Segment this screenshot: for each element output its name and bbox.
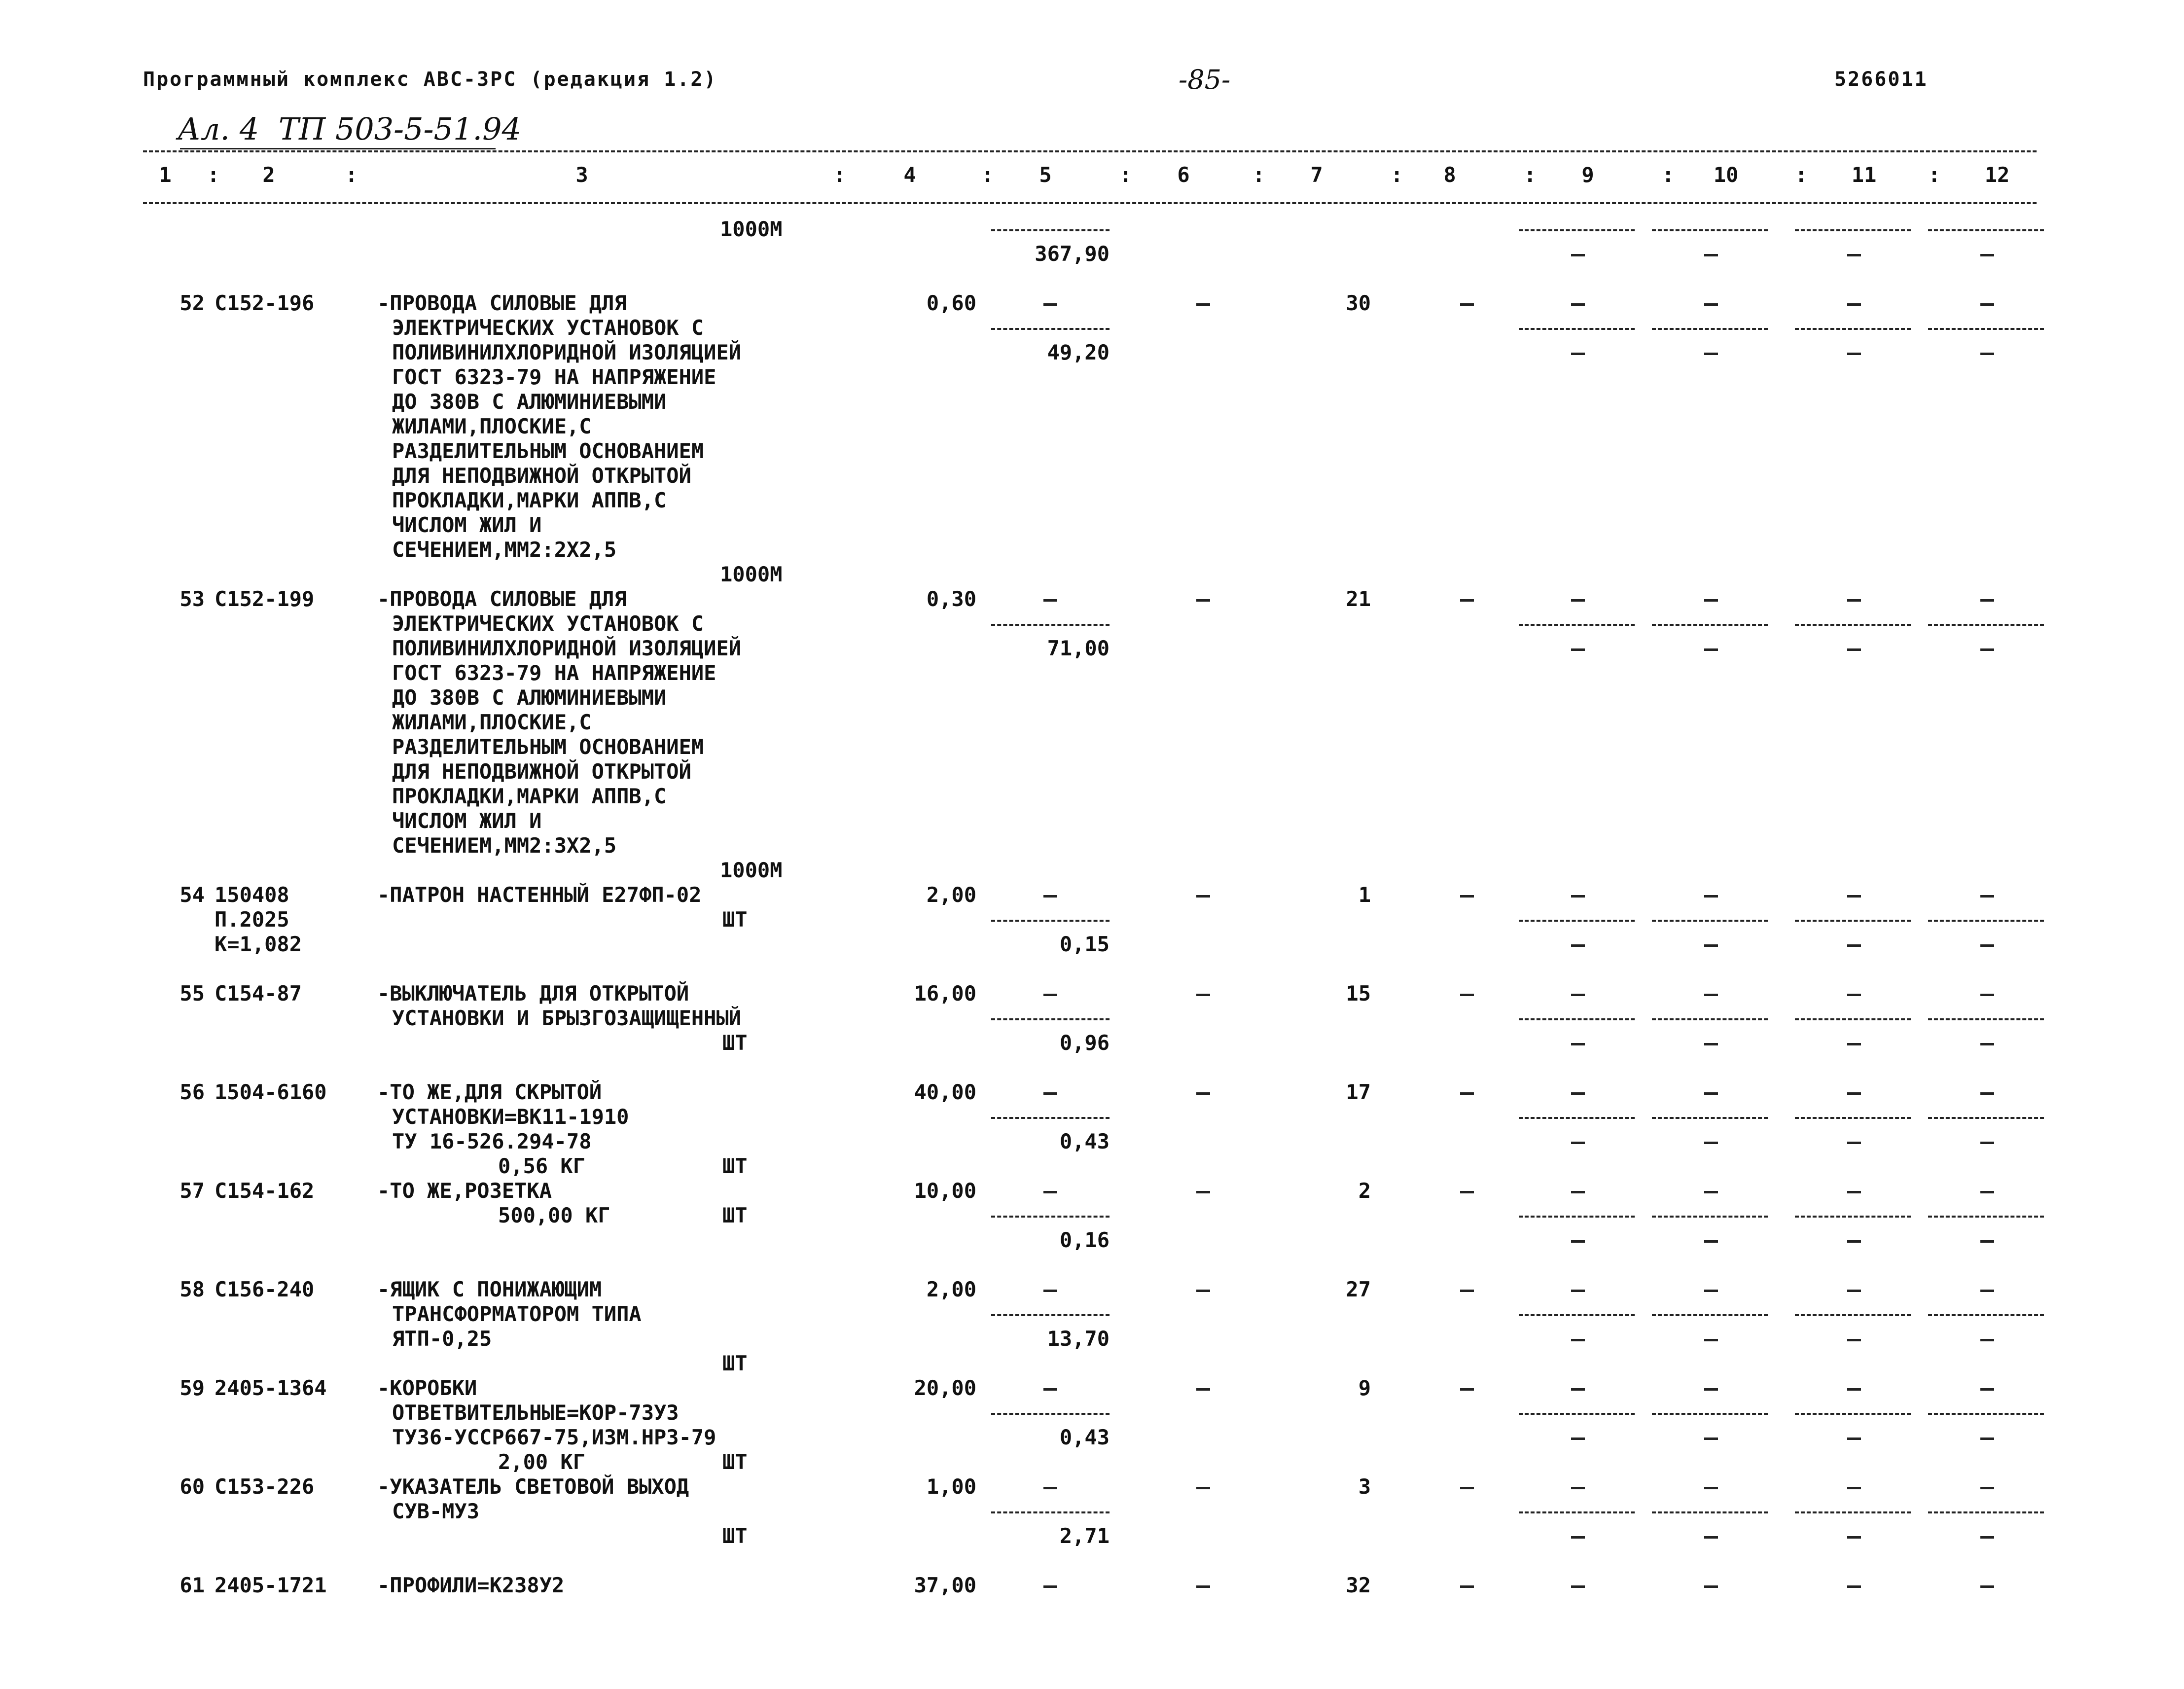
empty-cell-mark	[1847, 1388, 1861, 1391]
empty-cell-mark	[1571, 944, 1585, 947]
quantity-value: 0,60	[926, 291, 976, 315]
item-description: ЯТП-0,25	[392, 1327, 492, 1351]
column-header-3: 3	[575, 163, 588, 187]
fraction-divider	[1928, 1511, 2044, 1513]
empty-cell-mark	[1847, 994, 1861, 996]
item-description: -КОРОБКИ	[377, 1376, 477, 1400]
empty-cell-mark	[1847, 1339, 1861, 1341]
empty-cell-mark	[1571, 1585, 1585, 1588]
price-value: 0,43	[1059, 1425, 1110, 1449]
item-description: ДО 380В С АЛЮМИНИЕВЫМИ	[392, 685, 667, 710]
unit-label: ШТ	[722, 1154, 748, 1178]
empty-cell-mark	[1980, 1240, 1994, 1243]
empty-cell-mark	[1460, 1191, 1474, 1193]
price-value: 0,16	[1059, 1228, 1110, 1252]
position-code: С154-87	[215, 981, 302, 1006]
empty-cell-mark	[1980, 1585, 1994, 1588]
item-description: ОТВЕТВИТЕЛЬНЫЕ=КОР-73У3	[392, 1401, 679, 1425]
fraction-divider	[1795, 1314, 1911, 1316]
empty-cell-mark	[1980, 1092, 1994, 1095]
price-value: 367,90	[1035, 242, 1110, 266]
empty-cell-mark	[1460, 599, 1474, 602]
price-value: 0,43	[1059, 1129, 1110, 1153]
fraction-divider	[1928, 229, 2044, 231]
item-description: -ЯЩИК С ПОНИЖАЮЩИМ	[377, 1277, 602, 1301]
column-7-value: 3	[1358, 1474, 1371, 1499]
empty-cell-mark	[1571, 1240, 1585, 1243]
fraction-divider	[1519, 1314, 1635, 1316]
fraction-divider	[991, 1117, 1110, 1119]
empty-cell-mark	[1043, 1092, 1057, 1095]
empty-cell-mark	[1980, 1191, 1994, 1193]
empty-cell-mark	[1704, 895, 1718, 898]
item-weight: 2,00 КГ	[498, 1450, 586, 1474]
item-description: -ВЫКЛЮЧАТЕЛЬ ДЛЯ ОТКРЫТОЙ	[377, 981, 689, 1006]
empty-cell-mark	[1980, 648, 1994, 651]
note-underline	[180, 148, 496, 149]
quantity-value: 40,00	[914, 1080, 976, 1104]
fraction-divider	[991, 920, 1110, 922]
position-code: 2405-1721	[215, 1573, 327, 1597]
column-separator: :	[1391, 163, 1403, 187]
fraction-divider	[1795, 1117, 1911, 1119]
row-number: 53	[179, 587, 205, 611]
empty-cell-mark	[1847, 1142, 1861, 1144]
empty-cell-mark	[1847, 648, 1861, 651]
empty-cell-mark	[1847, 1191, 1861, 1193]
row-number: 57	[179, 1179, 205, 1203]
empty-cell-mark	[1704, 1536, 1718, 1539]
column-separator: :	[1928, 163, 1941, 187]
fraction-divider	[1795, 1511, 1911, 1513]
empty-cell-mark	[1571, 994, 1585, 996]
empty-cell-mark	[1704, 1142, 1718, 1144]
fraction-divider	[1519, 1018, 1635, 1020]
empty-cell-mark	[1043, 303, 1057, 306]
fraction-divider	[1519, 624, 1635, 626]
column-header-1: 1	[159, 163, 172, 187]
empty-cell-mark	[1196, 1388, 1210, 1391]
empty-cell-mark	[1460, 1585, 1474, 1588]
item-description: ТУ 16-526.294-78	[392, 1129, 592, 1153]
empty-cell-mark	[1980, 1290, 1994, 1292]
empty-cell-mark	[1847, 254, 1861, 256]
empty-cell-mark	[1847, 1585, 1861, 1588]
empty-cell-mark	[1847, 1437, 1861, 1440]
fraction-divider	[1519, 229, 1635, 231]
empty-cell-mark	[1847, 303, 1861, 306]
empty-cell-mark	[1043, 1290, 1057, 1292]
empty-cell-mark	[1196, 599, 1210, 602]
unit-label: ШТ	[722, 907, 748, 932]
column-header-4: 4	[903, 163, 916, 187]
empty-cell-mark	[1980, 895, 1994, 898]
item-description: ЭЛЕКТРИЧЕСКИХ УСТАНОВОК С	[392, 611, 704, 636]
empty-cell-mark	[1704, 1240, 1718, 1243]
column-7-value: 2	[1358, 1179, 1371, 1203]
item-description: -ПРОВОДА СИЛОВЫЕ ДЛЯ	[377, 587, 627, 611]
empty-cell-mark	[1704, 1191, 1718, 1193]
item-description: ПОЛИВИНИЛХЛОРИДНОЙ ИЗОЛЯЦИЕЙ	[392, 340, 742, 364]
fraction-divider	[1519, 1216, 1635, 1218]
handwritten-sheet-note: Ал. 4 ТП 503-5-51.94	[178, 111, 522, 147]
row-number: 59	[179, 1376, 205, 1400]
empty-cell-mark	[1043, 1585, 1057, 1588]
unit-label: ШТ	[722, 1031, 748, 1055]
fraction-divider	[1928, 328, 2044, 330]
empty-cell-mark	[1460, 895, 1474, 898]
position-code: К=1,082	[215, 932, 302, 956]
fraction-divider	[1519, 1511, 1635, 1513]
fraction-divider	[991, 1314, 1110, 1316]
fraction-divider	[1652, 1511, 1768, 1513]
unit-label: 1000М	[720, 858, 783, 882]
column-header-2: 2	[262, 163, 275, 187]
quantity-value: 2,00	[926, 1277, 976, 1301]
empty-cell-mark	[1704, 1339, 1718, 1341]
empty-cell-mark	[1460, 303, 1474, 306]
empty-cell-mark	[1196, 303, 1210, 306]
empty-cell-mark	[1980, 994, 1994, 996]
empty-cell-mark	[1571, 254, 1585, 256]
empty-cell-mark	[1980, 1437, 1994, 1440]
unit-label: 1000М	[720, 217, 783, 241]
fraction-divider	[1928, 1413, 2044, 1415]
item-description: ДЛЯ НЕПОДВИЖНОЙ ОТКРЫТОЙ	[392, 759, 691, 784]
item-description: ПРОКЛАДКИ,МАРКИ АППВ,С	[392, 784, 667, 808]
empty-cell-mark	[1460, 1290, 1474, 1292]
empty-cell-mark	[1196, 1290, 1210, 1292]
empty-cell-mark	[1704, 254, 1718, 256]
empty-cell-mark	[1704, 1585, 1718, 1588]
fraction-divider	[1928, 1018, 2044, 1020]
empty-cell-mark	[1704, 1290, 1718, 1292]
empty-cell-mark	[1980, 599, 1994, 602]
quantity-value: 20,00	[914, 1376, 976, 1400]
empty-cell-mark	[1460, 1388, 1474, 1391]
fraction-divider	[1652, 1117, 1768, 1119]
empty-cell-mark	[1980, 1388, 1994, 1391]
empty-cell-mark	[1571, 1290, 1585, 1292]
fraction-divider	[991, 328, 1110, 330]
empty-cell-mark	[1196, 1585, 1210, 1588]
empty-cell-mark	[1847, 1290, 1861, 1292]
column-header-10: 10	[1713, 163, 1739, 187]
unit-label: ШТ	[722, 1203, 748, 1227]
fraction-divider	[991, 624, 1110, 626]
quantity-value: 10,00	[914, 1179, 976, 1203]
empty-cell-mark	[1043, 994, 1057, 996]
fraction-divider	[1652, 229, 1768, 231]
column-header-6: 6	[1177, 163, 1190, 187]
fraction-divider	[1519, 1413, 1635, 1415]
empty-cell-mark	[1980, 303, 1994, 306]
fraction-divider	[1928, 1314, 2044, 1316]
empty-cell-mark	[1571, 1092, 1585, 1095]
item-description: ГОСТ 6323-79 НА НАПРЯЖЕНИЕ	[392, 365, 716, 389]
price-value: 2,71	[1059, 1524, 1110, 1548]
column-7-value: 27	[1346, 1277, 1371, 1301]
fraction-divider	[1795, 1018, 1911, 1020]
empty-cell-mark	[1704, 1388, 1718, 1391]
empty-cell-mark	[1980, 353, 1994, 355]
price-value: 13,70	[1047, 1327, 1110, 1351]
fraction-divider	[1519, 1117, 1635, 1119]
quantity-value: 37,00	[914, 1573, 976, 1597]
fraction-divider	[1795, 624, 1911, 626]
item-description: ДЛЯ НЕПОДВИЖНОЙ ОТКРЫТОЙ	[392, 464, 691, 488]
header-rule-top	[143, 150, 2037, 152]
item-description: УСТАНОВКИ И БРЫЗГОЗАЩИЩЕННЫЙ	[392, 1006, 742, 1030]
row-number: 56	[179, 1080, 205, 1104]
empty-cell-mark	[1196, 1092, 1210, 1095]
row-number: 55	[179, 981, 205, 1006]
empty-cell-mark	[1571, 1388, 1585, 1391]
document-code: 5266011	[1834, 68, 1928, 91]
row-number: 60	[179, 1474, 205, 1499]
item-description: ЭЛЕКТРИЧЕСКИХ УСТАНОВОК С	[392, 316, 704, 340]
empty-cell-mark	[1980, 944, 1994, 947]
item-description: -ПАТРОН НАСТЕННЫЙ Е27ФП-02	[377, 883, 702, 907]
fraction-divider	[1928, 1117, 2044, 1119]
item-weight: 0,56 КГ	[498, 1154, 586, 1178]
program-title: Программный комплекс АВС-3РС (редакция 1.2)	[143, 68, 717, 91]
item-description: ТРАНСФОРМАТОРОМ ТИПА	[392, 1302, 642, 1326]
column-separator: :	[1795, 163, 1808, 187]
item-description: ЖИЛАМИ,ПЛОСКИЕ,С	[392, 710, 592, 734]
empty-cell-mark	[1847, 1092, 1861, 1095]
item-description: СУВ-МУ3	[392, 1499, 480, 1523]
empty-cell-mark	[1704, 1092, 1718, 1095]
fraction-divider	[1652, 1018, 1768, 1020]
row-number: 61	[179, 1573, 205, 1597]
empty-cell-mark	[1704, 1487, 1718, 1489]
empty-cell-mark	[1043, 1191, 1057, 1193]
column-header-9: 9	[1581, 163, 1594, 187]
page-number: -85-	[1179, 64, 1231, 95]
quantity-value: 2,00	[926, 883, 976, 907]
item-description: -ПРОВОДА СИЛОВЫЕ ДЛЯ	[377, 291, 627, 315]
empty-cell-mark	[1980, 1043, 1994, 1045]
column-7-value: 32	[1346, 1573, 1371, 1597]
empty-cell-mark	[1571, 303, 1585, 306]
price-value: 71,00	[1047, 636, 1110, 660]
column-separator: :	[981, 163, 994, 187]
empty-cell-mark	[1847, 1536, 1861, 1539]
position-code: 2405-1364	[215, 1376, 327, 1400]
column-header-7: 7	[1310, 163, 1323, 187]
empty-cell-mark	[1196, 895, 1210, 898]
column-header-5: 5	[1039, 163, 1052, 187]
column-separator: :	[1662, 163, 1675, 187]
empty-cell-mark	[1571, 1437, 1585, 1440]
item-description: -ТО ЖЕ,РОЗЕТКА	[377, 1179, 552, 1203]
fraction-divider	[1652, 1413, 1768, 1415]
fraction-divider	[1652, 328, 1768, 330]
empty-cell-mark	[1847, 944, 1861, 947]
item-description: УСТАНОВКИ=ВК11-1910	[392, 1105, 629, 1129]
item-description: ТУ36-УССР667-75,ИЗМ.НР3-79	[392, 1425, 716, 1449]
empty-cell-mark	[1196, 1487, 1210, 1489]
column-7-value: 1	[1358, 883, 1371, 907]
fraction-divider	[1795, 920, 1911, 922]
quantity-value: 0,30	[926, 587, 976, 611]
quantity-value: 1,00	[926, 1474, 976, 1499]
column-header-8: 8	[1443, 163, 1456, 187]
column-7-value: 9	[1358, 1376, 1371, 1400]
fraction-divider	[991, 1018, 1110, 1020]
column-separator: :	[207, 163, 220, 187]
header-rule-bottom	[143, 202, 2037, 204]
position-code: 1504-6160	[215, 1080, 327, 1104]
position-code: С154-162	[215, 1179, 315, 1203]
column-separator: :	[1524, 163, 1537, 187]
empty-cell-mark	[1980, 1339, 1994, 1341]
fraction-divider	[1795, 229, 1911, 231]
column-separator: :	[1253, 163, 1265, 187]
position-code: С152-196	[215, 291, 315, 315]
item-description: -УКАЗАТЕЛЬ СВЕТОВОЙ ВЫХОД	[377, 1474, 689, 1499]
position-code: П.2025	[215, 907, 289, 932]
fraction-divider	[991, 229, 1110, 231]
column-7-value: 17	[1346, 1080, 1371, 1104]
empty-cell-mark	[1704, 353, 1718, 355]
fraction-divider	[1652, 624, 1768, 626]
fraction-divider	[991, 1413, 1110, 1415]
empty-cell-mark	[1704, 994, 1718, 996]
column-separator: :	[345, 163, 358, 187]
fraction-divider	[1795, 1413, 1911, 1415]
unit-label: ШТ	[722, 1524, 748, 1548]
empty-cell-mark	[1704, 1043, 1718, 1045]
empty-cell-mark	[1847, 1240, 1861, 1243]
empty-cell-mark	[1571, 895, 1585, 898]
empty-cell-mark	[1704, 944, 1718, 947]
fraction-divider	[1928, 624, 2044, 626]
price-value: 0,15	[1059, 932, 1110, 956]
fraction-divider	[1519, 920, 1635, 922]
empty-cell-mark	[1980, 1142, 1994, 1144]
column-7-value: 21	[1346, 587, 1371, 611]
empty-cell-mark	[1043, 1388, 1057, 1391]
item-description: ЧИСЛОМ ЖИЛ И	[392, 513, 542, 537]
position-code: С156-240	[215, 1277, 315, 1301]
fraction-divider	[991, 1511, 1110, 1513]
empty-cell-mark	[1980, 254, 1994, 256]
quantity-value: 16,00	[914, 981, 976, 1006]
item-description: ГОСТ 6323-79 НА НАПРЯЖЕНИЕ	[392, 661, 716, 685]
item-description: ПОЛИВИНИЛХЛОРИДНОЙ ИЗОЛЯЦИЕЙ	[392, 636, 742, 660]
empty-cell-mark	[1980, 1487, 1994, 1489]
unit-label: ШТ	[722, 1450, 748, 1474]
empty-cell-mark	[1571, 1339, 1585, 1341]
fraction-divider	[1652, 1216, 1768, 1218]
item-description: СЕЧЕНИЕМ,ММ2:3Х2,5	[392, 833, 617, 858]
empty-cell-mark	[1460, 994, 1474, 996]
empty-cell-mark	[1571, 1536, 1585, 1539]
empty-cell-mark	[1847, 895, 1861, 898]
empty-cell-mark	[1043, 1487, 1057, 1489]
fraction-divider	[1928, 1216, 2044, 1218]
empty-cell-mark	[1460, 1092, 1474, 1095]
empty-cell-mark	[1847, 599, 1861, 602]
column-header-12: 12	[1984, 163, 2010, 187]
position-code: С152-199	[215, 587, 315, 611]
price-value: 49,20	[1047, 340, 1110, 364]
empty-cell-mark	[1704, 599, 1718, 602]
empty-cell-mark	[1571, 1487, 1585, 1489]
item-description: ПРОКЛАДКИ,МАРКИ АППВ,С	[392, 488, 667, 512]
empty-cell-mark	[1847, 353, 1861, 355]
empty-cell-mark	[1196, 994, 1210, 996]
fraction-divider	[1795, 1216, 1911, 1218]
fraction-divider	[1652, 920, 1768, 922]
column-header-11: 11	[1851, 163, 1877, 187]
row-number: 54	[179, 883, 205, 907]
unit-label: 1000М	[720, 562, 783, 586]
empty-cell-mark	[1847, 1043, 1861, 1045]
empty-cell-mark	[1043, 599, 1057, 602]
column-7-value: 30	[1346, 291, 1371, 315]
empty-cell-mark	[1847, 1487, 1861, 1489]
empty-cell-mark	[1043, 895, 1057, 898]
fraction-divider	[1795, 328, 1911, 330]
empty-cell-mark	[1571, 1043, 1585, 1045]
empty-cell-mark	[1571, 648, 1585, 651]
item-description: РАЗДЕЛИТЕЛЬНЫМ ОСНОВАНИЕМ	[392, 735, 704, 759]
fraction-divider	[1652, 1314, 1768, 1316]
row-number: 58	[179, 1277, 205, 1301]
column-separator: :	[1119, 163, 1132, 187]
empty-cell-mark	[1704, 1437, 1718, 1440]
column-separator: :	[833, 163, 846, 187]
empty-cell-mark	[1704, 303, 1718, 306]
item-description: ДО 380В С АЛЮМИНИЕВЫМИ	[392, 390, 667, 414]
empty-cell-mark	[1571, 1191, 1585, 1193]
fraction-divider	[1519, 328, 1635, 330]
item-description: ЖИЛАМИ,ПЛОСКИЕ,С	[392, 414, 592, 438]
column-7-value: 15	[1346, 981, 1371, 1006]
item-description: РАЗДЕЛИТЕЛЬНЫМ ОСНОВАНИЕМ	[392, 439, 704, 463]
fraction-divider	[1928, 920, 2044, 922]
empty-cell-mark	[1704, 648, 1718, 651]
position-code: С153-226	[215, 1474, 315, 1499]
item-weight: 500,00 КГ	[498, 1203, 610, 1227]
price-value: 0,96	[1059, 1031, 1110, 1055]
item-description: СЕЧЕНИЕМ,ММ2:2Х2,5	[392, 538, 617, 562]
position-code: 150408	[215, 883, 289, 907]
unit-label: ШТ	[722, 1351, 748, 1375]
empty-cell-mark	[1571, 599, 1585, 602]
item-description: ЧИСЛОМ ЖИЛ И	[392, 809, 542, 833]
empty-cell-mark	[1196, 1191, 1210, 1193]
item-description: -ТО ЖЕ,ДЛЯ СКРЫТОЙ	[377, 1080, 602, 1104]
item-description: -ПРОФИЛИ=К238У2	[377, 1573, 565, 1597]
fraction-divider	[991, 1216, 1110, 1218]
empty-cell-mark	[1571, 353, 1585, 355]
empty-cell-mark	[1571, 1142, 1585, 1144]
empty-cell-mark	[1460, 1487, 1474, 1489]
empty-cell-mark	[1980, 1536, 1994, 1539]
row-number: 52	[179, 291, 205, 315]
